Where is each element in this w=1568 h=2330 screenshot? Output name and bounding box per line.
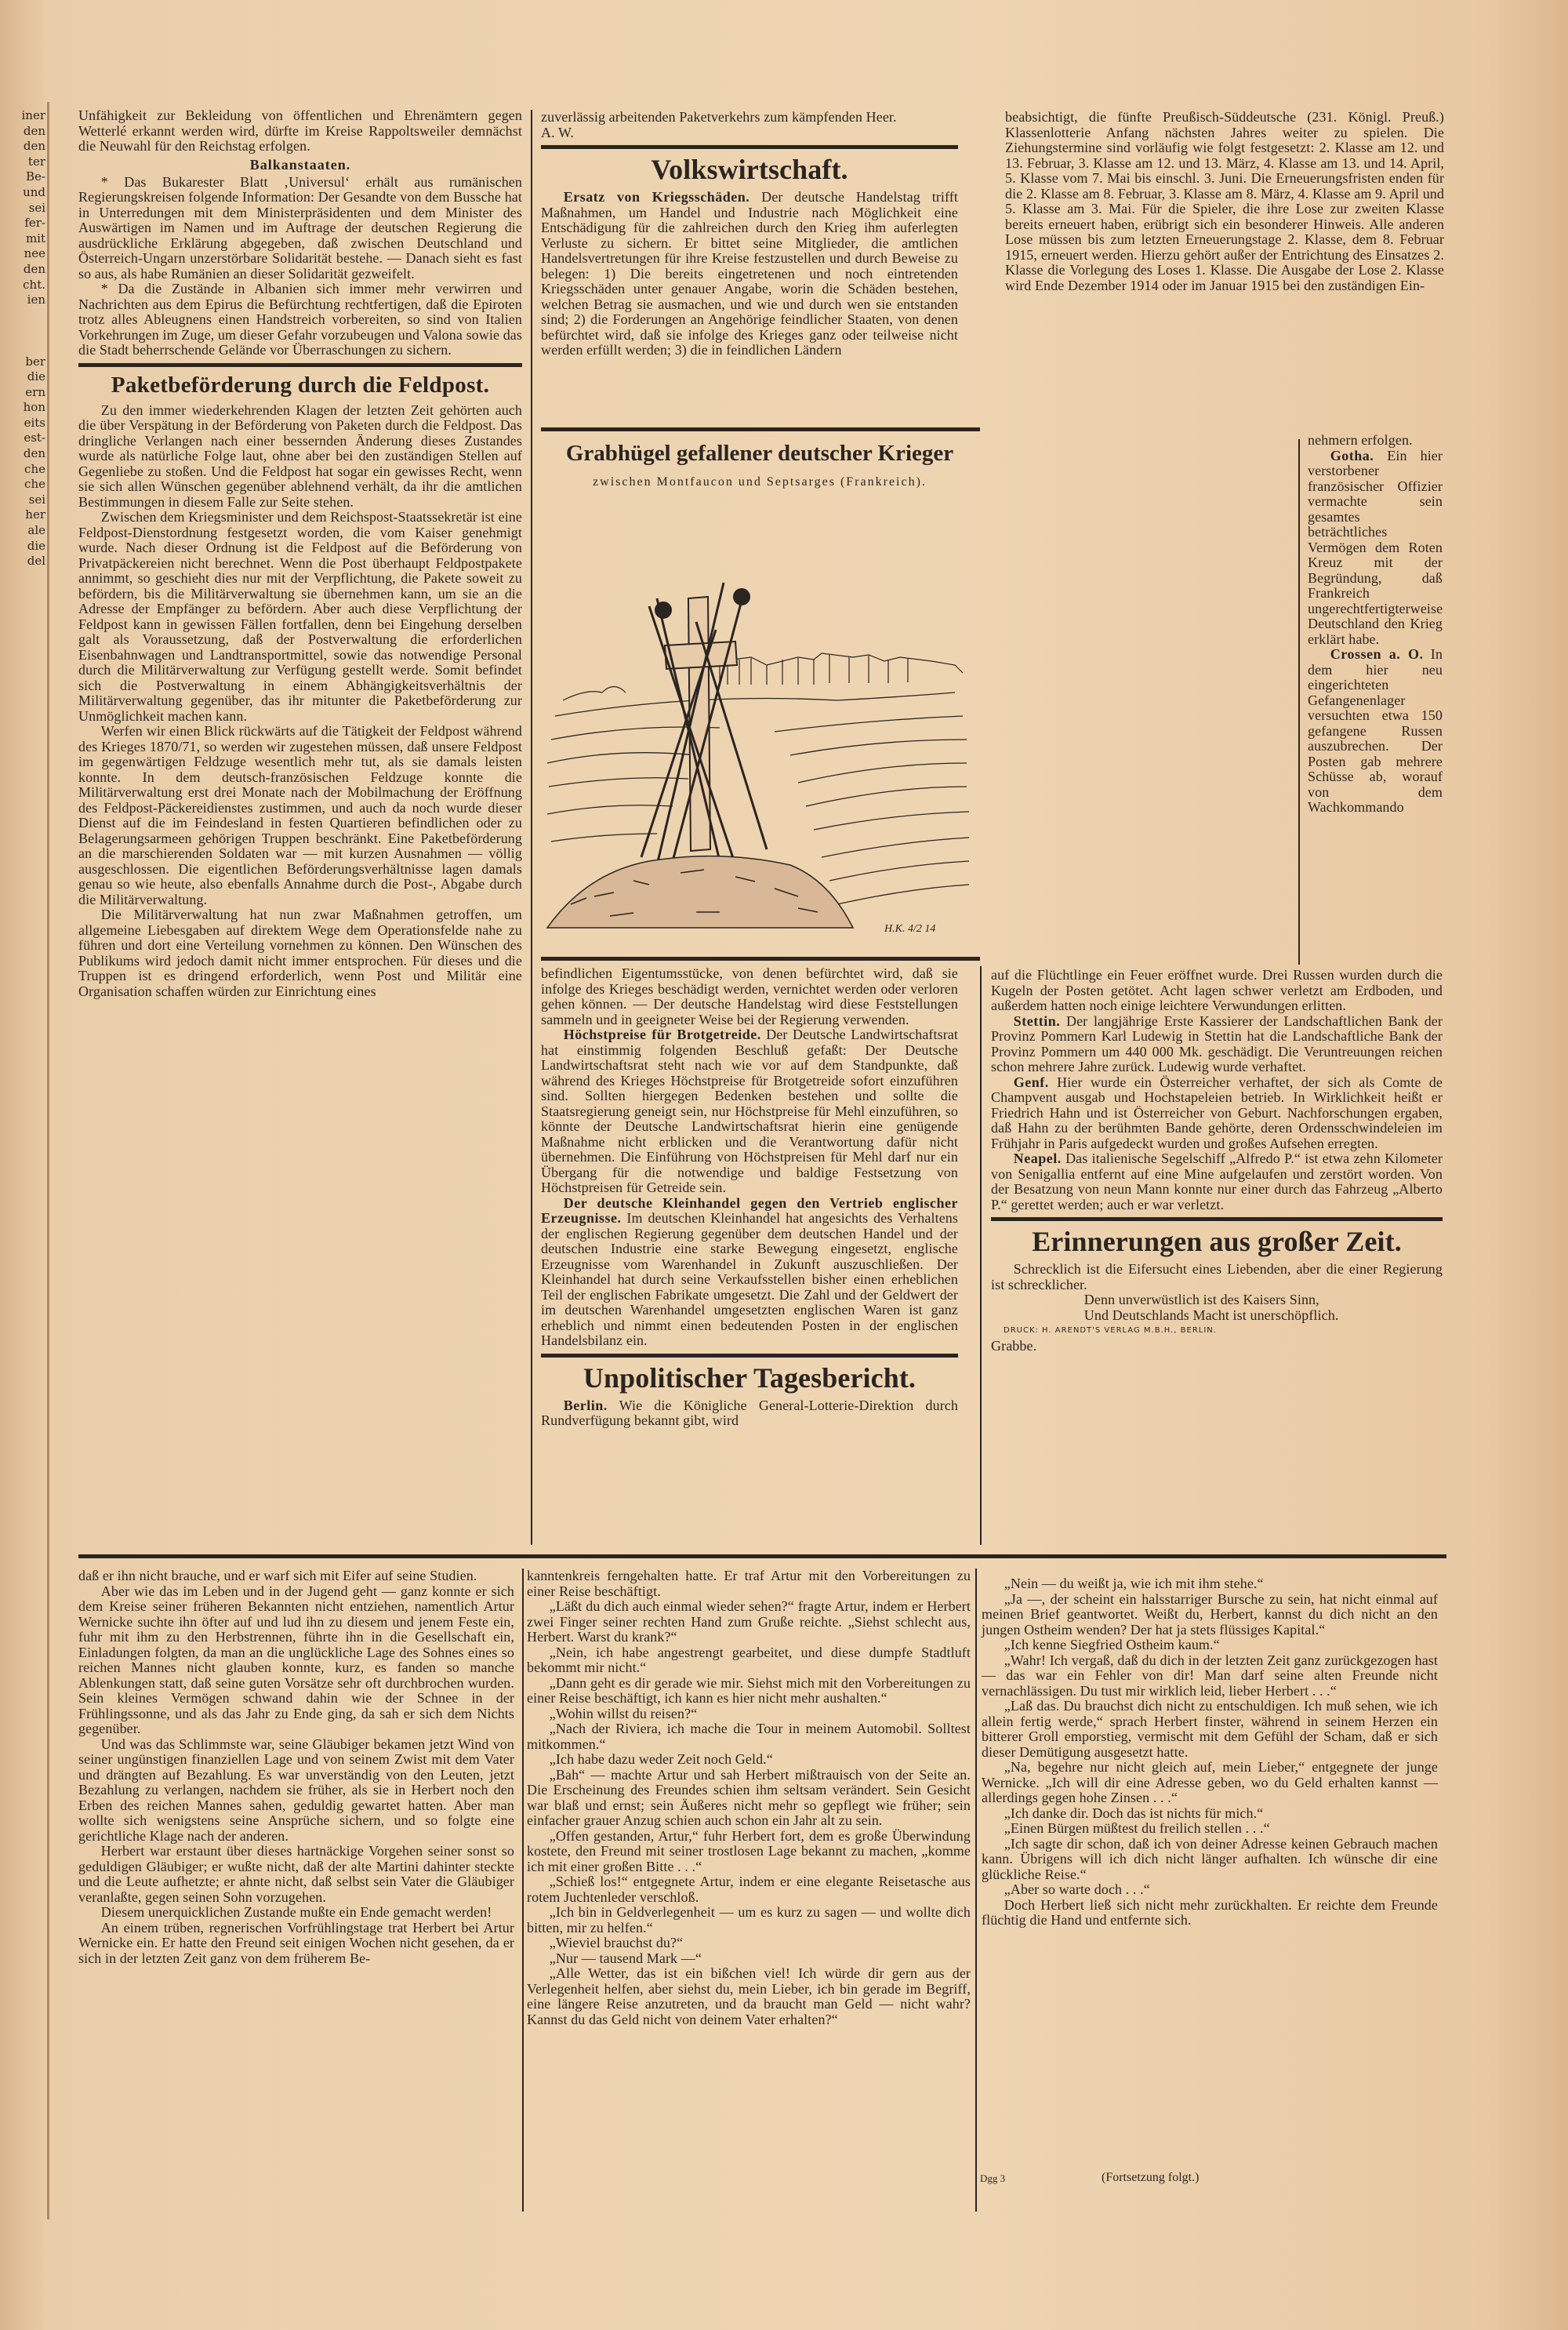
paragraph-lead: Genf. [1013, 1074, 1049, 1090]
column-divider [1298, 439, 1300, 965]
column-2-continued [541, 966, 958, 1429]
column-divider [975, 1568, 977, 2212]
column-divider [531, 110, 532, 1545]
paragraph: „Na, begehre nur nicht gleich auf, mein Lieber,“ entgegnete der junge Wernicke. „Ich will dir eine Adresse geben, wo du Geld erhalten kannst — allerdings gegen hohe Zinsen . . .“ [982, 1759, 1438, 1805]
fragment-line: fer- [24, 216, 45, 231]
paragraph: Schrecklich ist die Eifersucht eines Liebenden, aber die einer Regierung ist schrecklicher. [991, 1261, 1443, 1292]
section-heading: Erinnerungen aus großer Zeit. [1032, 1226, 1402, 1257]
paragraph: Zu den immer wiederkehrenden Klagen der letzten Zeit gehörten auch die über Verspätung in der Beförderung von Paketen durch die Feldpost. Das dringliche Verlangen nach einer bessernden Änderung dieses Zustandes wurde als natürliche Folge laut, ohne aber bei den zuständigen Stellen auf Gegenliebe zu stoßen. Und die Feldpost hat sogar ein gewisses Recht, wenn sie sich allen Wünschen gegenüber ablehnend verhält, da ihr die amtlichen Bestimmungen in diesem Falle zur Seite stehen. [78, 402, 522, 510]
paragraph: auf die Flüchtlinge ein Feuer eröffnet wurde. Drei Russen wurden durch die Kugeln der Posten getötet. Acht lagen schwer verletzt am Erdboden, und außerdem hatten noch einige leichtere Verwundungen erlitten. [991, 967, 1443, 1013]
paragraph: „Nur — tausend Mark —“ [549, 1950, 702, 1966]
column-3-narrow-news [1308, 433, 1443, 816]
illustration-grave-mound [539, 430, 980, 961]
section-rule [541, 145, 958, 149]
paragraph: Und was das Schlimmste war, seine Gläubiger bekamen jetzt Wind von seiner ungünstigen finanziellen Lage und von seinem Zwist mit dem Vater und drängten auf Bezahlung. Es war unverständig von den Leuten, jetzt Bezahlung zu verlangen, nachdem sie früher, als sie in Herbert noch den Erben des reichen Mannes sahen, geduldig gewartet hatten. Aber man wollte sich wenigstens seine Ansprüche sichern, und so folgte eine gerichtliche Klage nach der anderen. [78, 1736, 514, 1844]
paragraph: „Ja —, der scheint ein halsstarriger Bursche zu sein, hat nicht einmal auf meinen Brief geantwortet. Weißt du, Herbert, kannst du dich nicht an den jungen Ostheim wenden? Der hat ja stets flüssiges Kapital.“ [982, 1590, 1438, 1638]
paragraph-text: Hier wurde ein Österreicher verhaftet, der sich als Comte de Champvent ausgab und Hochstapeleien betrieb. In Wirklichkeit heißt er Friedrich Hahn und ist Österreicher von Geburt. Nachforschungen ergaben, daß Hahn zu der berühmten Bande gehörte, deren Ordensschwindeleien im Frühjahr in Paris aufgedeckt wurden und großes Aufsehen erregten. [991, 1074, 1443, 1151]
paragraph: „Ich kenne Siegfried Ostheim kaum.“ [1004, 1637, 1220, 1652]
fragment-line: den [23, 123, 45, 138]
paragraph-text: In dem hier neu eingerichteten Gefangenenlager versuchten etwa 150 gefangene Russen auszubrechen. Der Posten gab mehrere Schüsse ab, worauf von dem Wachkommando [1308, 646, 1443, 815]
paragraph: „Nein — du weißt ja, wie ich mit ihm stehe.“ [1004, 1576, 1264, 1591]
paragraph: Aber wie das im Leben und in der Jugend geht — ganz konnte er sich dem Kreise seiner früheren Bekannten nicht entziehen, namentlich Artur Wernicke suchte ihn öfter auf und lud ihn zu diesem und jenem Feste ein, fuhr mit ihm zu den Herbstrennen, führte ihn in die Gesellschaft ein, Einladungen folgten, da man an die unglückliche Lage des Sohnes eines so reichen Mannes nicht glauben konnte, kurz, es fanden so manche Ablenkungen statt, daß seine guten Vorsätze sehr oft durchbrochen wurden. Sein kleines Vermögen schwand dahin wie der Schnee in der Frühlingssonne, und als das Jahr zu Ende ging, da sah er sich dem Nichts gegenüber. [78, 1583, 514, 1736]
fragment-line: mit [25, 231, 45, 245]
paragraph: Zwischen dem Kriegsminister und dem Reichspost-Staatssekretär ist eine Feldpost-Dienstordnung festgesetzt worden, die vom Kaiser genehmigt wurde. Nach dieser Ordnung ist die Feldpost auf die Beförderung von Privatpäckereien nicht berechnet. Wenn die Post überhaupt Feldpostpakete annimmt, so geschieht dies nur mit der Verpflichtung, die Pakete soweit zu befördern, bis die Militärverwaltung sie übernehmen kann, um sie an die Adresse der Empfänger zu befördern. Aber auch diese Verpflichtung der Feldpost kann in gewissen Fällen fortfallen, denn bei Eingehung derselben galt als Voraussetzung, daß der Postverwaltung die erforderlichen Eisenbahnwagen und Landtransportmittel, sowie das notwendige Personal durch die Militärverwaltung zur Verfügung gestellt werde. Somit befindet sich die Postverwaltung in einem Abhängigkeitsverhältnis der Militärverwaltung gegenüber, das ihr mitunter die Paketbeförderung zur Unmöglichkeit machen kann. [78, 509, 522, 724]
serial-novel-column-3 [982, 1576, 1438, 1928]
fragment-line: den [23, 446, 45, 461]
feuilleton-divider [78, 1554, 1446, 1558]
fragment-line: ber [25, 354, 45, 369]
column-1-politics [78, 108, 522, 999]
fragment-line: die [27, 538, 45, 553]
section-heading: Volkswirtschaft. [651, 154, 848, 185]
paragraph: „Ich sagte dir schon, daß ich von deiner Adresse keinen Gebrauch machen kann. Übrigens will ich dich nicht länger aufhalten. Ich wünsche dir eine glückliche Reise.“ [982, 1835, 1438, 1882]
paragraph: „Nach der Riviera, ich mache die Tour in meinem Automobil. Solltest mitkommen.“ [527, 1721, 971, 1752]
paragraph-lead: Höchstpreise für Brotgetreide. [563, 1027, 761, 1042]
section-heading: Paketbeförderung durch die Feldpost. [111, 372, 490, 398]
figure-subtitle: zwischen Montfaucon und Septsarges (Frankreich). [593, 475, 927, 489]
paragraph: „Ich habe dazu weder Zeit noch Geld.“ [549, 1751, 773, 1767]
paragraph: kanntenkreis ferngehalten hatte. Er traf Artur mit den Vorbereitungen zu einer Reise beschäftigt. [527, 1568, 971, 1599]
fragment-line [0, 339, 45, 354]
fragment-line: che [24, 461, 45, 476]
paragraph: „Offen gestanden, Artur,“ fuhr Herbert fort, dem es große Überwindung kostete, den Freund mit seiner trostlosen Lage bekannt zu machen, „komme ich mit einer großen Bitte . . .“ [527, 1827, 971, 1874]
paragraph-text: Der deutsche Handelstag trifft Maßnahmen, um Handel und Industrie nach Möglichkeit eine Entschädigung für die zahlreichen durch den Krieg ihm auferlegten Verluste zu sichern. Er bittet seine Mitglieder, die amtlichen Handelsvertretungen für ihre Kreise festzustellen und durch Beweise zu belegen: 1) Die bereits eingetretenen und noch eintretenden Kriegsschäden unter genauer Angabe, worin die Schäden bestehen, welchen Betrag sie ausmachen, und wie und durch wen sie entstanden sind; 2) die Forderungen an Angehörige feindlicher Staaten, von denen befürchtet wird, daß sie infolge des Krieges ganz oder teilweise nicht werden erfüllt werden; 3) die in feindlichen Ländern [541, 189, 958, 358]
paragraph-lead: Crossen a. O. [1330, 646, 1424, 662]
quote-author: Grabbe. [991, 1337, 1037, 1354]
serial-novel-column-1 [78, 1568, 514, 1966]
paragraph [1308, 647, 1443, 816]
paragraph [541, 1196, 958, 1349]
paragraph-text: Der langjährige Erste Kassierer der Landschaftlichen Bank der Provinz Pommern Karl Ludewig in Stettin hat die Landschaftliche Bank der Provinz Pommern um 440 000 Mk. geschädigt. Die Veruntreuungen reichen schon mehrere Jahre zurück. Ludewig wurde verhaftet. [991, 1012, 1443, 1074]
fragment-line: cht. [23, 277, 45, 292]
section-rule [991, 1217, 1443, 1221]
paragraph: An einem trüben, regnerischen Vorfrühlingstage trat Herbert bei Artur Wernicke ein. Er hatte den Freund seit einigen Wochen nicht gesehen, da er sich in der letzten Zeit ganz von dem früherem Be- [78, 1919, 514, 1966]
fragment-line: die [27, 369, 45, 384]
paragraph [541, 190, 958, 358]
verse-line: Denn unverwüstlich ist des Kaisers Sinn, [1083, 1292, 1319, 1307]
paragraph-lead: Gotha. [1330, 447, 1374, 463]
paragraph: nehmern erfolgen. [1308, 432, 1413, 448]
fragment-line: ern [25, 384, 45, 399]
paragraph: „Aber so warte doch . . .“ [1004, 1881, 1150, 1897]
paragraph: daß er ihn nicht brauche, und er warf sich mit Eifer auf seine Studien. [78, 1568, 477, 1583]
paragraph-text: Das italienische Segelschiff „Alfredo P.“ ist etwa zehn Kilometer von Senigallia entfernt auf eine Mine aufgelaufen und zerstört worden. Von der Besatzung von neun Mann konnte nur einer durch das Fahrzeug „Alberto P.“ gerettet werden; auch er war verletzt. [991, 1150, 1443, 1212]
paragraph: „Schieß los!“ entgegnete Artur, indem er eine elegante Reisetasche aus rotem Juchtenleder verschloß. [527, 1874, 971, 1905]
fragment-line [0, 323, 45, 339]
section-rule [78, 363, 522, 367]
paragraph: „Wieviel brauchst du?“ [549, 1935, 684, 1950]
paragraph [541, 1027, 958, 1196]
section-heading: Unpolitischer Tagesbericht. [583, 1361, 916, 1394]
page-fold [47, 102, 49, 2219]
paragraph: zuverlässig arbeitenden Paketverkehrs zum kämpfenden Heer. [541, 109, 897, 125]
paragraph [991, 1075, 1443, 1152]
paragraph: beabsichtigt, die fünfte Preußisch-Süddeutsche (231. Königl. Preuß.) Klassenlotterie Anfang nächsten Jahres weiter zu spielen. Die Ziehungstermine sind vorläufig wie folgt festgesetzt: 2. Klasse am 12. und 13. Februar, 3. Klasse am 12. und 13. März, 4. Klasse am 13. und 14. April, 5. Klasse vom 7. Mai bis einschl. 3. Juni. Die Erneuerungsfristen enden für die 2. Klasse am 8. Februar, 3. Klasse am 8. März, 4. Klasse am 9. April und 5. Klasse am 3. Mai. Für die Spieler, die ihre Lose zur zweiten Klasse bereits erneuert haben, erübrigt sich ein besonderer Hinweis. Alle anderen Lose müssen bis zum letzten Erneuerungstage 2. Klasse, dem 8. Februar 1915, erneuert werden. Hierzu gehört außer der Entrichtung des Einsatzes 2. Klasse die Vorlegung des Loses 1. Klasse. Die Ausgabe der Lose 2. Klasse wird Ende Dezember 1914 oder im Januar 1915 bei den zuständigen Ein- [1005, 109, 1444, 293]
fragment-line: und [23, 184, 45, 199]
figure-bottom-rule [541, 957, 980, 961]
paragraph: „Bah“ — machte Artur und sah Herbert mißtrauisch von der Seite an. Die Erscheinung des Freundes schien ihm seltsam verändert. Sein Gesicht war blaß und ernst; sein Äußeres nicht mehr so gepflegt wie früher; sein einfacher grauer Anzug schien auch schon ein Jahr alt zu sein. [527, 1766, 971, 1828]
adjacent-page-fragments [0, 108, 45, 1285]
paragraph [1308, 449, 1443, 648]
fragment-line: del [27, 554, 45, 569]
continued-note: (Fortsetzung folgt.) [1102, 2171, 1200, 2184]
paragraph-text: Der Deutsche Landwirtschaftsrat hat einstimmig folgenden Beschluß gefaßt: Der Deutsche Landwirtschaftsrat steht nach wie vor auf dem Standpunkte, daß während des Krieges Höchstpreise für Brotgetreide sofort einzuführen sind. Sollten hiergegen Bedenken bestehen und sollte die Staatsregierung geneigt sein, nur Höchstpreise für Mehl einzuführen, so könnte der Deutsche Landwirtschaftsrat hierin eine genügende Maßnahme nicht erblicken und die Verantwortung dafür nicht übernehmen. Die Einführung von Höchstpreisen für Mehl darf nur ein Übergang für die notwendige und baldige Festsetzung von Höchstpreisen für Getreide sein. [541, 1027, 958, 1195]
author-initials: A. W. [541, 124, 575, 140]
fragment-line: iner [21, 108, 45, 122]
fragment-line: den [23, 139, 45, 154]
paragraph: „Alle Wetter, das ist ein bißchen viel! Ich würde dir gern aus der Verlegenheit helfen, aber siehst du, mein Lieber, ich bin gerade im Begriff, eine längere Reise anzutreten, und da braucht man Geld — nicht wahr? Kannst du das Geld nicht von deinem Vater erhalten?“ [527, 1965, 971, 2027]
paragraph: „Dann geht es dir gerade wie mir. Siehst mich mit den Vorbereitungen zu einer Reise beschäftigt, ich kann es hier nicht mehr aushalten.“ [527, 1674, 971, 1706]
paragraph-lead: Ersatz von Kriegsschäden. [563, 189, 750, 205]
fragment-line: est- [24, 431, 45, 445]
paragraph-lead: Stettin. [1013, 1012, 1061, 1029]
section-rule [541, 1354, 958, 1358]
paragraph: Die Militärverwaltung hat nun zwar Maßnahmen getroffen, um allgemeine Liebesgaben auf direktem Wege dem Operationsfelde nahe zu führen und dort eine Verteilung vornehmen zu können. Den Wünschen des Publikums wird jedoch damit nicht immer entsprochen. Für dieses und die Truppen ist es dringend erforderlich, wenn Post und Militär eine Organisation schaffen würden zur Einrichtung eines [78, 907, 522, 999]
fragment-line: nee [24, 246, 45, 261]
verse-line: Und Deutschlands Macht ist unerschöpflich. [1083, 1307, 1339, 1323]
paragraph: Diesem unerquicklichen Zustande mußte ein Ende gemacht werden! [100, 1904, 492, 1920]
paragraph: Werfen wir einen Blick rückwärts auf die Tätigkeit der Feldpost während des Krieges 1870/71, so werden wir zugestehen müssen, daß unsere Feldpost im gegenwärtigen Feldzuge wesentlich mehr tut, als sie damals leisten konnte. In dem deutsch-französischen Feldzuge konnte die Militärverwaltung erst drei Monate nach der Mobilmachung der Eröffnung des Feldpost-Päckereidienstes zustimmen, und auch da noch wurde dieser Dienst auf die im Feindesland in festen Quartieren befindlichen oder zu Belagerungsarmeen gehörigen Truppen beschränkt. Eine Paketbeförderung an die marschierenden Soldaten war — mit kurzen Ausnahmen — völlig ausgeschlossen. Die eigentlichen Beförderungsverhältnisse lagen damals genau so wie heute, also ebenfalls Annahme durch die Post-, Abgabe durch die Militärverwaltung. [78, 723, 522, 907]
paragraph [541, 1398, 958, 1429]
paragraph [991, 1014, 1443, 1075]
paragraph: Unfähigkeit zur Bekleidung von öffentlichen und Ehrenämtern gegen Wetterlé erkannt werden wird, dürfte im Kreise Rappoltsweiler demnächst die Neuwahl für den Reichstag erfolgen. [78, 107, 522, 154]
paragraph: „Einen Bürgen müßtest du freilich stellen . . .“ [1004, 1820, 1270, 1836]
fragment-line: Be- [26, 169, 45, 184]
fragment-line: eits [24, 415, 45, 430]
fragment-line: sei [28, 200, 45, 215]
fragment-line: her [25, 507, 45, 522]
paragraph: „Ich bin in Geldverlegenheit — um es kurz zu sagen — und wollte dich bitten, mir zu helfen.“ [527, 1904, 971, 1936]
fragment-line: ien [27, 293, 45, 307]
paragraph: „Ich danke dir. Doch das ist nichts für mich.“ [1004, 1805, 1264, 1821]
paragraph-text: Ein hier verstorbener französischer Offizier vermachte sein gesamtes beträchtliches Vermögen dem Roten Kreuz mit der Begründung, daß Frankreich ungerechtfertigterweise Deutschland den Krieg erklärt habe. [1308, 447, 1443, 647]
fragment-line: sei [28, 492, 45, 507]
paragraph: befindlichen Eigentumsstücke, von denen befürchtet wird, daß sie infolge des Krieges beschädigt werden, vernichtet werden oder verloren gehen können. — Der deutsche Handelstag wird diese Feststellungen sammeln und in geeigneter Weise bei der Regierung verwenden. [541, 965, 958, 1027]
column-3-tagesbericht [991, 968, 1443, 1354]
mound-icon [547, 856, 853, 928]
serial-novel-column-2 [527, 1568, 971, 2027]
printer-imprint: DRUCK: H. ARENDT'S VERLAG M.B.H., BERLIN. [1004, 1326, 1217, 1335]
paragraph: „Wohin willst du reisen?“ [549, 1705, 698, 1721]
paragraph-text: Im deutschen Kleinhandel hat angesichts des Verhaltens der englischen Regierung gegenüber dem deutschen Handel und der deutschen Industrie eine starke Bewegung eingesetzt, englische Erzeugnisse vom Warenhandel in Zukunft auszuschließen. Der Kleinhandel hat durch seine Verkaufsstellen bisher einen erheblichen Teil der englischen Fabrikate umgesetzt. Die Zahl und der Geldwert der im deutschen Warenhandel umgesetzten englischen Waren ist ganz erheblich und nimmt einen bedeutenden Posten in der englischen Handelsbilanz ein. [541, 1210, 958, 1348]
paragraph: Herbert war erstaunt über dieses hartnäckige Vorgehen seiner sonst so geduldigen Gläubiger; er wußte nicht, daß der alte Martini dahinter steckte und die Leute aufhetzte; er ahnte nicht, daß selbst sein Vater die Gläubiger veranlaßte, gegen seinen Sohn vorzugehen. [78, 1843, 514, 1905]
horizon-trees-icon [563, 653, 963, 700]
column-divider [522, 1568, 524, 2212]
paragraph [991, 1151, 1443, 1212]
section-heading: Balkanstaaten. [249, 156, 351, 173]
column-2-volkswirtschaft [541, 110, 958, 358]
paragraph: „Wahr! Ich vergaß, daß du dich in der letzten Zeit ganz zurückgezogen hast — das war ein Fehler von dir! Man darf seine alten Freunde nicht vernachlässigen. Du tust mir wirklich leid, lieber Herbert . . .“ [982, 1652, 1438, 1699]
signature-mark: Dgg 3 [980, 2172, 1006, 2184]
fragment-line: ter [27, 154, 45, 169]
column-3-lottery [1005, 110, 1444, 293]
paragraph-text: Wie die Königliche General-Lotterie-Direktion durch Rundverfügung bekannt gibt, wird [541, 1397, 958, 1428]
paragraph: * Da die Zustände in Albanien sich immer mehr verwirren und Nachrichten aus dem Epirus die Befürchtung rechtfertigen, daß die Epiroten trotz alles Ableugnens einen Handstreich vorbereiten, so sind von Italien Vorkehrungen im Zuge, um dieser Gefahr vorzubeugen und Valona sowie das die Stadt beherrschende Gelände vor Überraschungen zu sichern. [78, 281, 522, 358]
paragraph: „Laß das. Du brauchst dich nicht zu entschuldigen. Ich muß sehen, wie ich allein fertig werde,“ sprach Herbert finster, während in seinem Herzen ein bitterer Groll emporstieg, vermischt mit dem Gefühl der Scham, daß er sich dieser Demütigung ausgesetzt hatte. [982, 1698, 1438, 1760]
fragment-line [0, 308, 45, 324]
paragraph: „Läßt du dich auch einmal wieder sehen?“ fragte Artur, indem er Herbert zwei Finger seiner rechten Hand zum Gruße reichte. „Siehst schlecht aus, Herbert. Warst du krank?“ [527, 1598, 971, 1645]
paragraph: Doch Herbert ließ sich nicht mehr zurückhalten. Er reichte dem Freunde flüchtig die Hand und entfernte sich. [982, 1896, 1438, 1928]
fragment-line: che [24, 477, 45, 492]
figure-title: Grabhügel gefallener deutscher Krieger [565, 441, 954, 466]
paragraph-lead: Neapel. [1013, 1150, 1062, 1166]
fragment-line: den [23, 261, 45, 276]
paragraph-lead: Der deutsche Kleinhandel gegen den Vertrieb englischer Erzeugnisse. [541, 1194, 958, 1226]
fragment-line: hon [23, 400, 45, 415]
paragraph-lead: Berlin. [563, 1397, 608, 1413]
fragment-line: ale [27, 523, 45, 538]
paragraph: * Das Bukarester Blatt ‚Universul‘ erhält aus rumänischen Regierungskreisen folgende Information: Der Gesandte von dem Bussche hat in Unterredungen mit dem Ministerpräsidenten und dem Minister des Auswärtigen im Namen und im Auftrage der deutschen Regierung die ausdrückliche Erklärung abgegeben, daß zwischen Deutschland und Österreich-Ungarn unzerstörbare Solidarität bestehe. — Danach sieht es fast so aus, als habe Rumänien an dieser Solidarität gezweifelt. [78, 173, 522, 282]
grave-drawing [539, 504, 980, 951]
column-divider [980, 966, 982, 1545]
paragraph: „Nein, ich habe angestrengt gearbeitet, und diese dumpfe Stadtluft bekommt mir nicht.“ [527, 1644, 971, 1675]
artist-signature: H.K. 4/2 14 [884, 923, 936, 935]
